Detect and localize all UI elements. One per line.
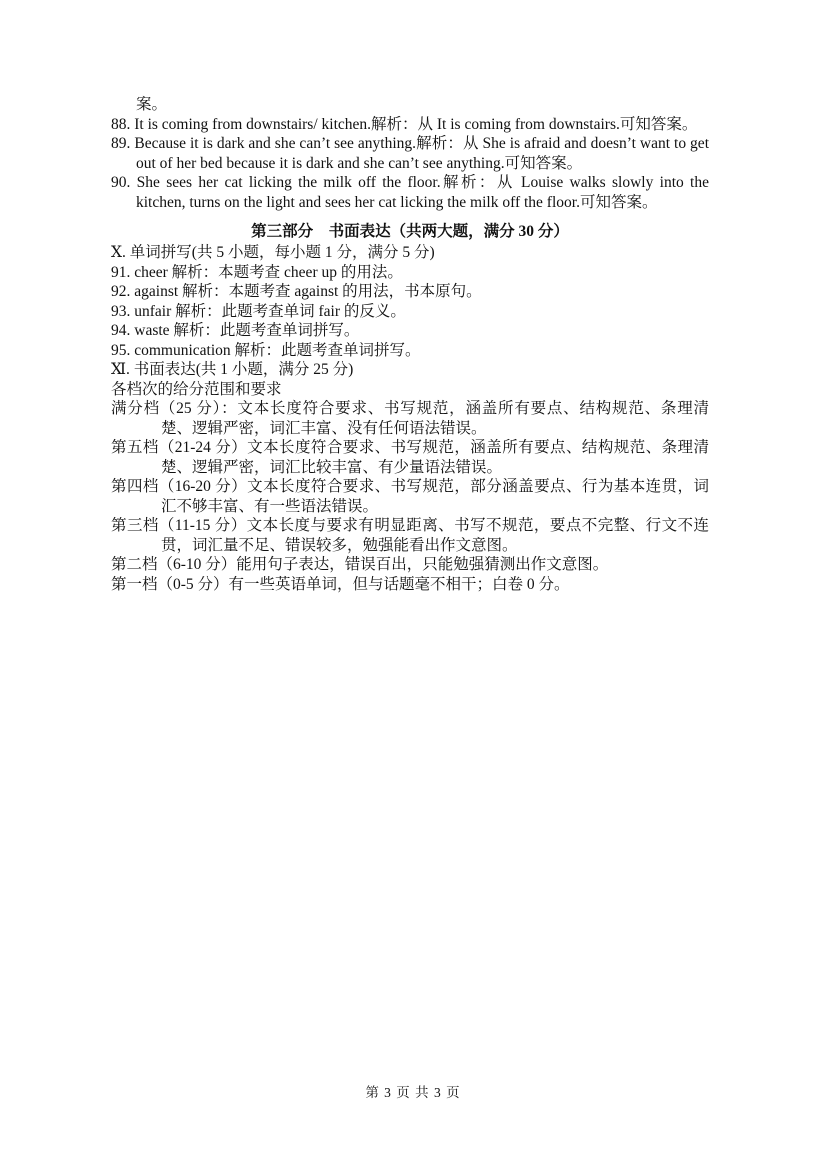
grading-intro: 各档次的给分范围和要求 — [111, 380, 282, 398]
grade-2: 第二档（6-10 分）能用句子表达，错误百出，只能勉强猜测出作文意图。 — [111, 556, 609, 573]
answer-continuation: 案。 — [136, 96, 168, 113]
answer-90: 90. She sees her cat licking the milk off the floor.解析：从 Louise walks slowly into the kitchen, turns on the light and sees her cat licking the milk off the floor.可知答案。 — [111, 174, 709, 211]
answer-89: 89. Because it is dark and she can’t see anything.解析：从 She is afraid and doesn’t want to get out of her bed because it is dark and she can’t see anything.可知答案。 — [111, 135, 709, 172]
section-11-title: Ⅺ. 书面表达(共 1 小题，满分 25 分) — [111, 361, 354, 378]
answer-91: 91. cheer 解析：本题考查 cheer up 的用法。 — [111, 263, 403, 281]
section-heading-part3: 第三部分 书面表达（共两大题，满分 30 分） — [251, 223, 569, 240]
grade-3: 第三档（11-15 分）文本长度与要求有明显距离、书写不规范，要点不完整、行文不连贯，词汇量不足、错误较多，勉强能看出作文意图。 — [111, 517, 709, 554]
answer-92: 92. against 解析：本题考查 against 的用法，书本原句。 — [111, 283, 482, 300]
page-content — [111, 95, 709, 594]
section-10-title: Ⅹ. 单词拼写(共 5 小题，每小题 1 分，满分 5 分) — [111, 244, 435, 261]
answer-95: 95. communication 解析：此题考查单词拼写。 — [111, 341, 421, 359]
grade-1: 第一档（0-5 分）有一些英语单词，但与话题毫不相干；白卷 0 分。 — [111, 575, 570, 593]
page-number-footer: 第 3 页 共 3 页 — [365, 1085, 461, 1100]
grade-4: 第四档（16-20 分）文本长度符合要求、书写规范，部分涵盖要点、行为基本连贯，词汇不够丰富、有一些语法错误。 — [111, 478, 709, 515]
answer-94: 94. waste 解析：此题考查单词拼写。 — [111, 322, 360, 339]
grade-5: 第五档（21-24 分）文本长度符合要求、书写规范，涵盖所有要点、结构规范、条理清楚、逻辑严密，词汇比较丰富、有少量语法错误。 — [111, 439, 709, 476]
answer-88: 88. It is coming from downstairs/ kitchen.解析：从 It is coming from downstairs.可知答案。 — [111, 115, 698, 133]
answer-93: 93. unfair 解析：此题考查单词 fair 的反义。 — [111, 302, 406, 320]
grade-full: 满分档（25 分）：文本长度符合要求、书写规范，涵盖所有要点、结构规范、条理清楚、逻辑严密，词汇丰富、没有任何语法错误。 — [111, 400, 709, 437]
